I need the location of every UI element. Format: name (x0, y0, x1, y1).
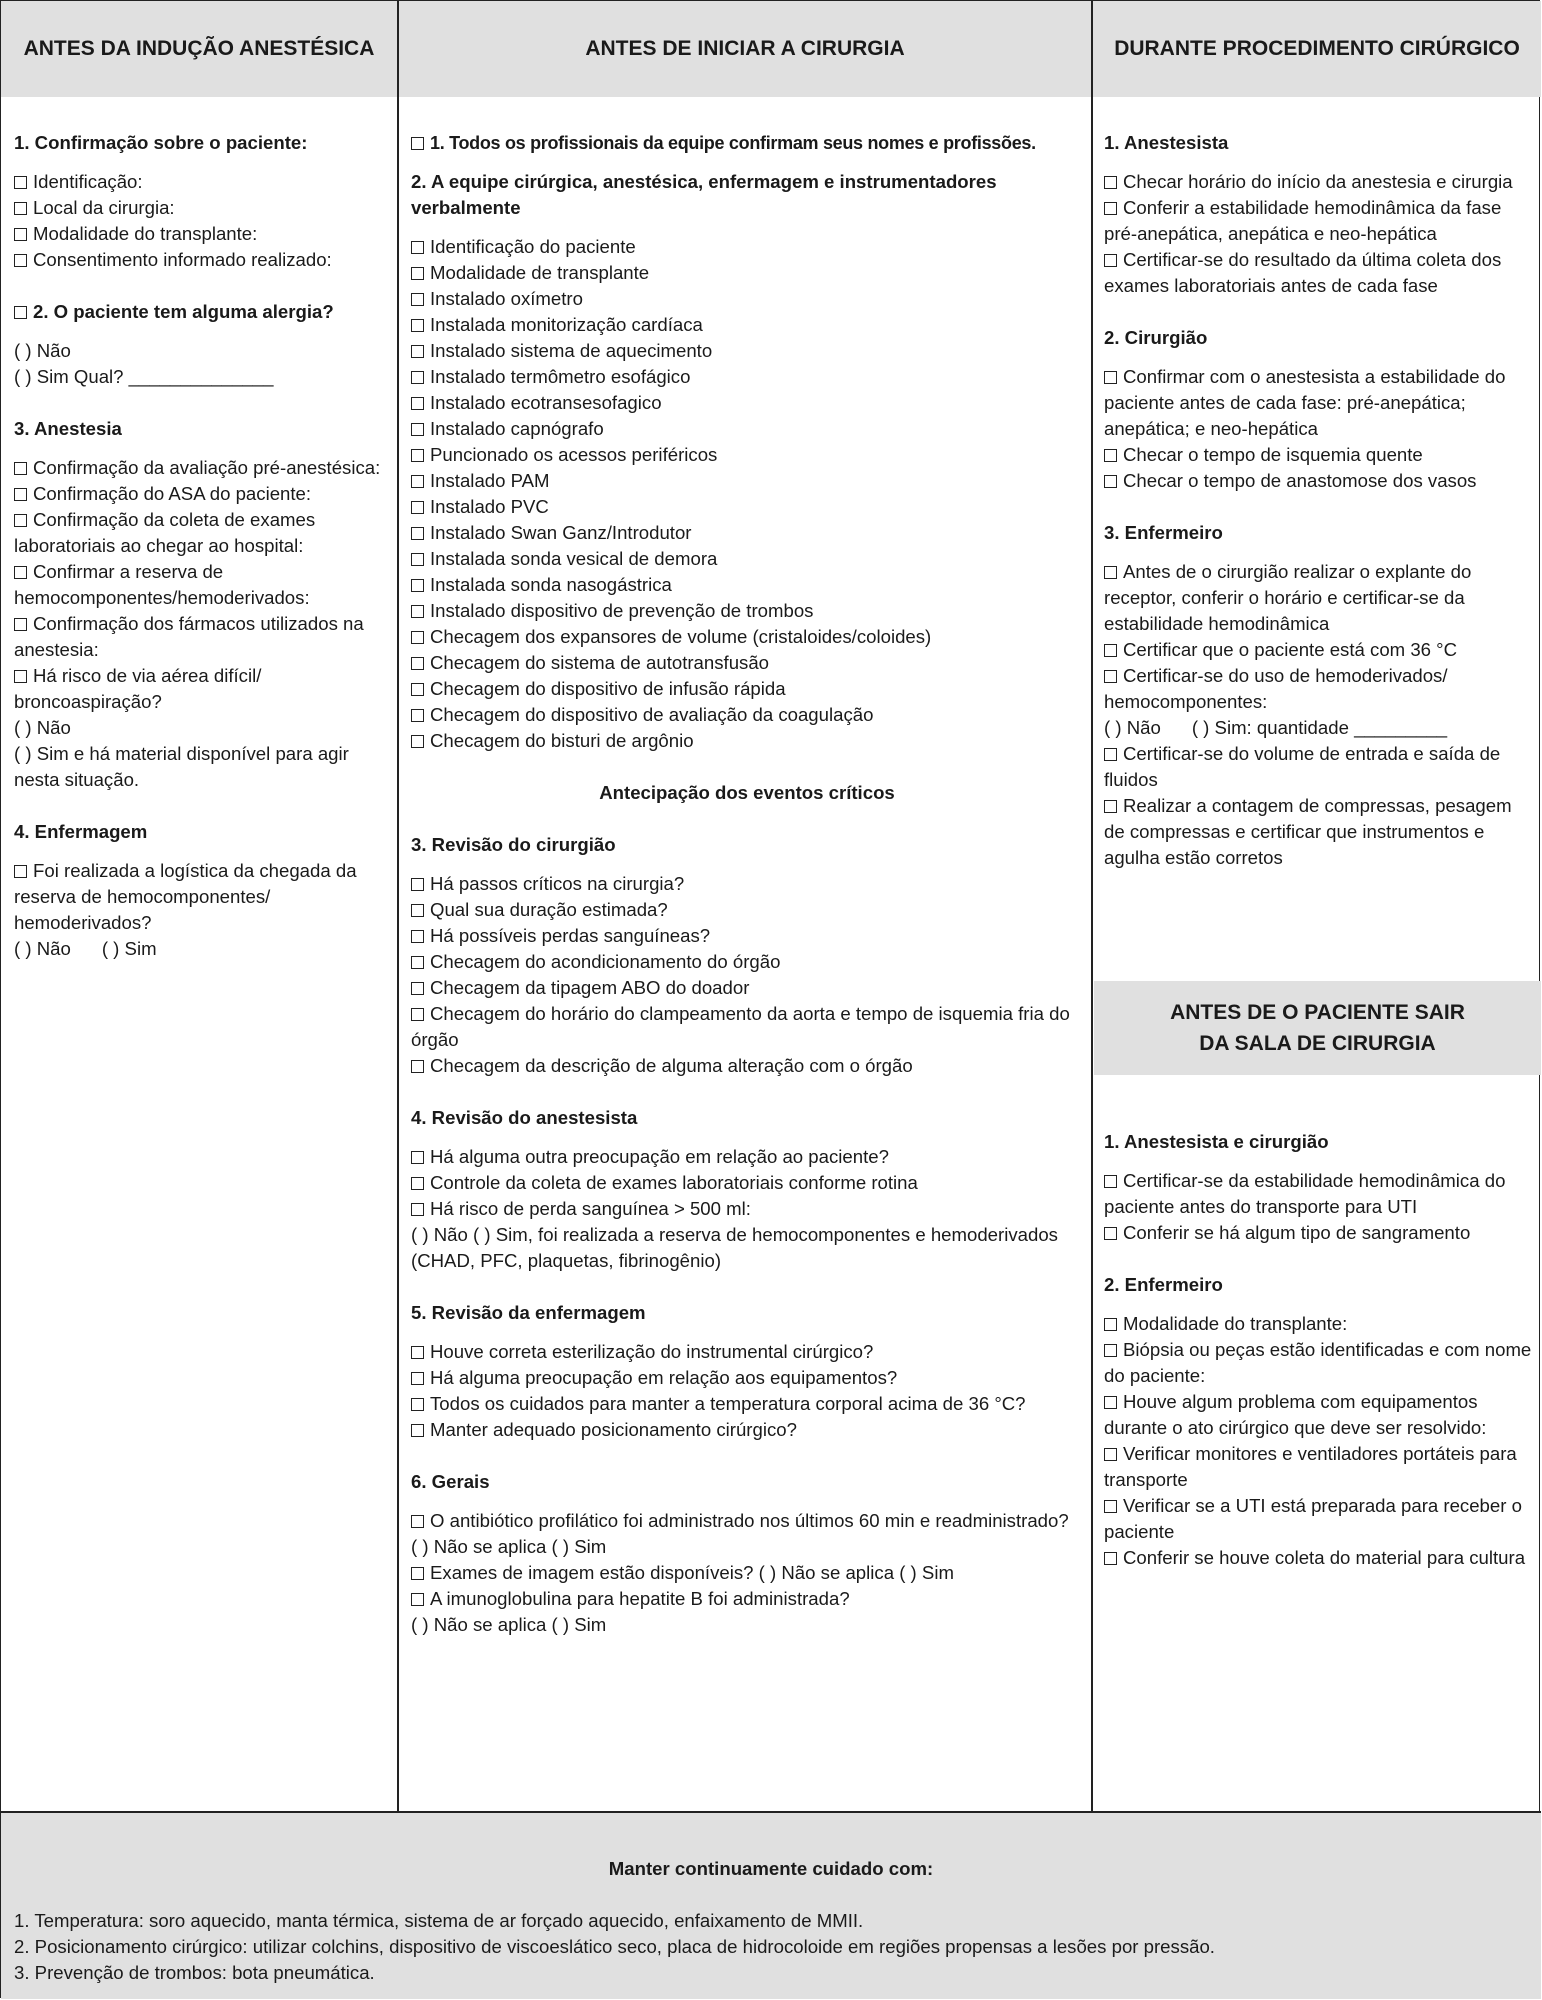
checklist-item[interactable] (411, 494, 1083, 520)
checkbox-icon[interactable] (1104, 176, 1117, 189)
checklist-item-label: Checar horário do início da anestesia e cirurgia (1123, 171, 1513, 192)
checklist-item[interactable] (411, 975, 1083, 1001)
option-yes[interactable]: ( ) Sim Qual? ______________ (14, 366, 274, 387)
checkbox-icon[interactable] (14, 202, 27, 215)
checklist-item-label: Checagem do acondicionamento do órgão (430, 951, 781, 972)
checklist-item-label: Checar o tempo de isquemia quente (1123, 444, 1423, 465)
checklist-item[interactable] (411, 1417, 1083, 1443)
section-title: 5. Revisão da enfermagem (411, 1302, 646, 1323)
checklist-item[interactable]: O antibiótico profilático foi administrado nos últimos 60 min e readministrado? (411, 1508, 1083, 1534)
checkbox-icon[interactable] (411, 1177, 424, 1190)
checkbox-icon[interactable] (411, 904, 424, 917)
checkbox-icon[interactable] (411, 1372, 424, 1385)
checklist-item[interactable] (1104, 1311, 1532, 1337)
checklist-item-label: Instalado capnógrafo (430, 418, 604, 439)
checklist-item-label: Instalada sonda vesical de demora (430, 548, 718, 569)
checkbox-icon[interactable] (411, 1567, 424, 1580)
checkbox-icon[interactable] (411, 1398, 424, 1411)
checklist-item[interactable] (1104, 1168, 1532, 1220)
checklist-item-label: Conferir se houve coleta do material para cultura (1123, 1547, 1526, 1568)
checklist-item[interactable] (411, 702, 1083, 728)
checkbox-icon[interactable] (14, 618, 27, 631)
checkbox-icon[interactable] (1104, 1227, 1117, 1240)
checklist-item[interactable] (1104, 1220, 1532, 1246)
checklist-item[interactable]: Antes de o cirurgião realizar o explante do receptor, conferir o horário e certificar-se da estabilidade hemodinâmica (1104, 561, 1472, 634)
checkbox-icon[interactable] (411, 709, 424, 722)
checkbox-icon[interactable] (1104, 1500, 1117, 1513)
checkbox-icon[interactable] (411, 1515, 424, 1528)
checklist-item[interactable] (411, 897, 1083, 923)
checklist-group (1104, 1311, 1532, 1571)
checkbox-icon[interactable] (411, 319, 424, 332)
column-divider-1 (397, 1, 399, 1813)
checklist-item-label: Instalado dispositivo de prevenção de trombos (430, 600, 814, 621)
checkbox-icon[interactable] (411, 241, 424, 254)
footer-item: 2. Posicionamento cirúrgico: utilizar colchins, dispositivo de viscoeslático seco, placa de hidrocoloide em regiões propensas a lesões por pressão. (14, 1936, 1215, 1957)
checklist-item[interactable] (1104, 1441, 1532, 1493)
checkbox-icon[interactable] (411, 345, 424, 358)
checklist-item[interactable]: 1. Todos os profissionais da equipe confirmam seus nomes e profissões. (411, 130, 1083, 156)
column-before-leaving-room (1104, 1129, 1532, 1571)
section-title: 4. Revisão do anestesista (411, 1107, 638, 1128)
checklist-item[interactable] (411, 442, 1083, 468)
checklist-item[interactable] (411, 650, 1083, 676)
checklist-item-label: Verificar se a UTI está preparada para receber o paciente (1104, 1495, 1522, 1542)
subheading-anticipation: Antecipação dos eventos críticos (599, 782, 895, 803)
checklist-item[interactable] (1104, 442, 1532, 468)
checkbox-icon[interactable] (411, 1593, 424, 1606)
checklist-item[interactable]: Modalidade do transplante: (14, 221, 386, 247)
checkbox-icon[interactable] (411, 475, 424, 488)
section-title: 3. Anestesia (14, 418, 122, 439)
checklist-item[interactable] (1104, 364, 1532, 442)
checklist-item-label: Houve correta esterilização do instrumental cirúrgico? (430, 1341, 874, 1362)
checklist-item[interactable] (411, 468, 1083, 494)
checklist-item-label: Modalidade de transplante (430, 262, 650, 283)
checklist-item-label: Puncionado os acessos periféricos (430, 444, 718, 465)
checkbox-icon[interactable] (1104, 800, 1117, 813)
section-title: 2. Enfermeiro (1104, 1274, 1223, 1295)
checklist-item[interactable] (411, 546, 1083, 572)
checklist-item[interactable] (411, 923, 1083, 949)
checklist-item[interactable] (411, 598, 1083, 624)
checklist-item-label: Todos os cuidados para manter a temperatura corporal acima de 36 °C? (430, 1393, 1026, 1414)
header-line-1: ANTES DE O PACIENTE SAIR (1170, 1001, 1465, 1024)
checklist-item-label: Checagem do bisturi de argônio (430, 730, 694, 751)
checklist-item[interactable] (411, 234, 1083, 260)
checklist-item-label: Instalada sonda nasogástrica (430, 574, 672, 595)
section-title: 3. Revisão do cirurgião (411, 834, 616, 855)
checkbox-icon[interactable] (1104, 475, 1117, 488)
checkbox-icon[interactable] (1104, 644, 1117, 657)
checklist-group (411, 1339, 1083, 1443)
checklist-item-label: Qual sua duração estimada? (430, 899, 668, 920)
checkbox-icon[interactable] (14, 488, 27, 501)
checkbox-icon[interactable] (411, 397, 424, 410)
checklist-item[interactable]: Há alguma outra preocupação em relação ao paciente? (411, 1144, 1083, 1170)
checkbox-icon[interactable] (1104, 202, 1117, 215)
checklist-item-label: Biópsia ou peças estão identificadas e com nome do paciente: (1104, 1339, 1532, 1386)
checklist-item[interactable] (411, 416, 1083, 442)
header-before-leaving-room (1094, 981, 1541, 1075)
checklist-item[interactable] (411, 728, 1083, 754)
checklist-item[interactable]: Foi realizada a logística da chegada da reserva de hemocomponentes/ hemoderivados? (14, 860, 357, 933)
checklist-item[interactable] (1104, 1337, 1532, 1389)
checkbox-icon[interactable] (411, 579, 424, 592)
section-title: 2. Cirurgião (1104, 327, 1208, 348)
column-before-induction (14, 130, 386, 962)
footer-continuous-care (1, 1813, 1541, 1999)
header-during-procedure: DURANTE PROCEDIMENTO CIRÚRGICO (1093, 1, 1541, 97)
checklist-item[interactable] (411, 676, 1083, 702)
checklist-group (1104, 169, 1532, 299)
checklist-item[interactable] (1104, 468, 1532, 494)
section-title: 2. A equipe cirúrgica, anestésica, enfermagem e instrumentadores verbalmente (411, 171, 997, 218)
checklist-item[interactable]: Local da cirurgia: (14, 195, 386, 221)
checkbox-icon[interactable] (14, 306, 27, 319)
checkbox-icon[interactable] (411, 1346, 424, 1359)
option-yes[interactable]: ( ) Sim e há material disponível para agir nesta situação. (14, 743, 349, 790)
checklist-item-label: Checagem dos expansores de volume (cristaloides/coloides) (430, 626, 932, 647)
checklist-item[interactable]: Confirmação da avaliação pré-anestésica: (14, 455, 386, 481)
option-group[interactable]: ( ) Não ( ) Sim (14, 938, 157, 959)
column-before-surgery (411, 130, 1083, 1638)
checklist-item-label: Houve algum problema com equipamentos durante o ato cirúrgico que deve ser resolvido: (1104, 1391, 1487, 1438)
checkbox-icon[interactable] (1104, 1175, 1117, 1188)
option-group[interactable]: ( ) Não ( ) Sim: quantidade _________ (1104, 717, 1448, 738)
checkbox-icon[interactable] (1104, 1318, 1117, 1331)
checklist-item[interactable]: Há risco de via aérea difícil/ broncoaspiração? (14, 665, 262, 712)
checkbox-icon[interactable] (14, 228, 27, 241)
checklist-item[interactable] (411, 949, 1083, 975)
checkbox-icon[interactable] (1104, 670, 1117, 683)
checklist-item[interactable] (1104, 1545, 1532, 1571)
checklist-item[interactable]: Confirmação da coleta de exames laboratoriais ao chegar ao hospital: (14, 509, 316, 556)
checklist-item[interactable]: Certificar que o paciente está com 36 °C (1104, 637, 1532, 663)
checkbox-icon[interactable] (1104, 1448, 1117, 1461)
checkbox-icon[interactable] (14, 176, 27, 189)
checklist-item[interactable] (411, 1391, 1083, 1417)
checklist-item[interactable]: Identificação: (14, 169, 386, 195)
checkbox-icon[interactable] (411, 501, 424, 514)
header-before-induction: ANTES DA INDUÇÃO ANESTÉSICA (1, 1, 397, 97)
checklist-item[interactable] (411, 572, 1083, 598)
option-group[interactable]: ( ) Não ( ) Sim, foi realizada a reserva de hemocomponentes e hemoderivados (CHAD, PFC, plaquetas, fibrinogênio) (411, 1224, 1058, 1271)
section-title: 1. Confirmação sobre o paciente: (14, 132, 308, 153)
checklist-item[interactable] (411, 364, 1083, 390)
checklist-item[interactable] (411, 871, 1083, 897)
checklist-group (411, 871, 1083, 1079)
checklist-item-label: Instalada monitorização cardíaca (430, 314, 703, 335)
checklist-item[interactable]: Confirmação do ASA do paciente: (14, 481, 386, 507)
checkbox-icon[interactable] (14, 670, 27, 683)
checklist-item-label: Confirmar com o anestesista a estabilidade do paciente antes de cada fase: pré-anepática; anepática; e neo-hepática (1104, 366, 1506, 439)
checkbox-icon[interactable] (411, 423, 424, 436)
checklist-item-label: Conferir a estabilidade hemodinâmica da fase pré-anepática, anepática e neo-hepática (1104, 197, 1502, 244)
checkbox-icon[interactable] (411, 930, 424, 943)
checklist-item-label: Checagem da tipagem ABO do doador (430, 977, 750, 998)
checkbox-icon[interactable] (411, 449, 424, 462)
checklist-item[interactable] (411, 260, 1083, 286)
checkbox-icon[interactable] (411, 371, 424, 384)
checklist-item[interactable]: A imunoglobulina para hepatite B foi administrada? (411, 1586, 1083, 1612)
checklist-item[interactable] (411, 520, 1083, 546)
checkbox-icon[interactable] (1104, 1396, 1117, 1409)
checklist-item-label: Instalado ecotransesofagico (430, 392, 662, 413)
checkbox-icon[interactable] (411, 1008, 424, 1021)
checklist-group (1104, 364, 1532, 494)
checkbox-icon[interactable] (411, 605, 424, 618)
checklist-item-label: Manter adequado posicionamento cirúrgico? (430, 1419, 797, 1440)
checkbox-icon[interactable] (14, 462, 27, 475)
checklist-item-label: Certificar-se do resultado da última coleta dos exames laboratoriais antes de cada fase (1104, 249, 1502, 296)
checkbox-icon[interactable] (411, 631, 424, 644)
checklist-item[interactable]: Certificar-se do volume de entrada e saída de fluidos (1104, 743, 1501, 790)
checklist-item-label: Há alguma preocupação em relação aos equipamentos? (430, 1367, 898, 1388)
checklist-item[interactable]: Certificar-se do uso de hemoderivados/ hemocomponentes: (1104, 665, 1448, 712)
section-title: 3. Enfermeiro (1104, 522, 1223, 543)
checklist-item[interactable] (411, 1339, 1083, 1365)
checklist-item-label: Certificar-se da estabilidade hemodinâmica do paciente antes do transporte para UTI (1104, 1170, 1506, 1217)
checklist-item[interactable] (411, 286, 1083, 312)
checklist-item[interactable] (1104, 195, 1532, 247)
option-no[interactable]: ( ) Não (14, 717, 71, 738)
checklist-item[interactable]: Confirmação dos fármacos utilizados na anestesia: (14, 613, 364, 660)
checklist-item-label: Instalado sistema de aquecimento (430, 340, 713, 361)
checklist-item[interactable]: Há risco de perda sanguínea > 500 ml: (411, 1196, 1083, 1222)
section-title: 1. Anestesista e cirurgião (1104, 1131, 1329, 1152)
checklist-item[interactable]: Realizar a contagem de compressas, pesagem de compressas e certificar que instrumentos e agulha estão corretos (1104, 795, 1512, 868)
checkbox-icon[interactable] (1104, 1552, 1117, 1565)
checkbox-icon[interactable] (411, 683, 424, 696)
checklist-item[interactable] (411, 1001, 1083, 1053)
checkbox-icon[interactable] (14, 865, 27, 878)
checklist-item[interactable]: Exames de imagem estão disponíveis? ( ) Não se aplica ( ) Sim (411, 1560, 1083, 1586)
checklist-item[interactable] (1104, 1493, 1532, 1545)
checklist-item-label: Instalado termômetro esofágico (430, 366, 691, 387)
checklist-item[interactable]: Controle da coleta de exames laboratoriais conforme rotina (411, 1170, 1083, 1196)
checklist-item[interactable] (411, 1053, 1083, 1079)
footer-item: 3. Prevenção de trombos: bota pneumática. (14, 1962, 375, 1983)
checklist-item[interactable] (1104, 247, 1532, 299)
checklist-item-label: Verificar monitores e ventiladores portáteis para transporte (1104, 1443, 1517, 1490)
checklist-item-label: Identificação do paciente (430, 236, 636, 257)
checkbox-icon[interactable] (1104, 254, 1117, 267)
footer-list (14, 1908, 1524, 1986)
option-group[interactable]: ( ) Não se aplica ( ) Sim (411, 1536, 607, 1557)
option-no[interactable]: ( ) Não (14, 340, 71, 361)
checkbox-icon[interactable] (14, 514, 27, 527)
column-during-procedure (1104, 130, 1532, 871)
section-title: 4. Enfermagem (14, 821, 148, 842)
checkbox-icon[interactable] (411, 553, 424, 566)
checklist-item-label: Instalado PAM (430, 470, 550, 491)
checklist-item-label: Há possíveis perdas sanguíneas? (430, 925, 711, 946)
checklist-item[interactable] (1104, 1389, 1532, 1441)
checkbox-icon[interactable] (411, 657, 424, 670)
checklist-item-label: Há passos críticos na cirurgia? (430, 873, 685, 894)
checkbox-icon[interactable] (1104, 748, 1117, 761)
checkbox-icon[interactable] (411, 735, 424, 748)
checklist-group (1104, 1168, 1532, 1246)
checklist-item[interactable] (411, 1365, 1083, 1391)
checkbox-icon[interactable] (411, 267, 424, 280)
checklist-item[interactable] (411, 338, 1083, 364)
section-title: 1. Anestesista (1104, 132, 1229, 153)
checkbox-icon[interactable] (14, 566, 27, 579)
checkbox-icon[interactable] (411, 956, 424, 969)
checkbox-icon[interactable] (411, 1424, 424, 1437)
checklist-item[interactable] (1104, 169, 1532, 195)
checklist-item[interactable]: 2. O paciente tem alguma alergia? (14, 299, 386, 325)
header-before-surgery: ANTES DE INICIAR A CIRURGIA (399, 1, 1091, 97)
option-group[interactable]: ( ) Não se aplica ( ) Sim (411, 1614, 607, 1635)
checkbox-icon[interactable] (1104, 566, 1117, 579)
checklist-item-label: Modalidade do transplante: (1123, 1313, 1348, 1334)
checkbox-icon[interactable] (411, 982, 424, 995)
checkbox-icon[interactable] (411, 137, 424, 150)
checklist-item-label: Checagem da descrição de alguma alteração com o órgão (430, 1055, 913, 1076)
checkbox-icon[interactable] (411, 878, 424, 891)
checklist-item-label: Instalado PVC (430, 496, 549, 517)
section-title: 6. Gerais (411, 1471, 490, 1492)
footer-item: 1. Temperatura: soro aquecido, manta térmica, sistema de ar forçado aquecido, enfaixamento de MMII. (14, 1910, 864, 1931)
checkbox-icon[interactable] (14, 254, 27, 267)
checklist-item[interactable] (411, 624, 1083, 650)
checklist-item-label: Instalado oxímetro (430, 288, 583, 309)
checklist-item-label: Instalado Swan Ganz/Introdutor (430, 522, 692, 543)
checkbox-icon[interactable] (1104, 1344, 1117, 1357)
checkbox-icon[interactable] (411, 1151, 424, 1164)
checklist-item-label: Checagem do sistema de autotransfusão (430, 652, 770, 673)
footer-title: Manter continuamente cuidado com: (608, 1858, 934, 1879)
checklist-item[interactable] (411, 312, 1083, 338)
checklist-item-label: Checar o tempo de anastomose dos vasos (1123, 470, 1477, 491)
column-divider-2 (1091, 1, 1093, 1813)
checkbox-icon[interactable] (1104, 449, 1117, 462)
checkbox-icon[interactable] (411, 293, 424, 306)
checkbox-icon[interactable] (411, 1203, 424, 1216)
checkbox-icon[interactable] (411, 527, 424, 540)
checklist-item-label: Checagem do horário do clampeamento da aorta e tempo de isquemia fria do órgão (411, 1003, 1070, 1050)
checklist-item[interactable]: Consentimento informado realizado: (14, 247, 386, 273)
checkbox-icon[interactable] (411, 1060, 424, 1073)
checklist-item-label: Checagem do dispositivo de infusão rápida (430, 678, 786, 699)
checklist-item-label: Checagem do dispositivo de avaliação da coagulação (430, 704, 874, 725)
checklist-item[interactable] (411, 390, 1083, 416)
checklist-item-label: Conferir se há algum tipo de sangramento (1123, 1222, 1471, 1243)
checkbox-icon[interactable] (1104, 371, 1117, 384)
checklist-group (411, 234, 1083, 754)
header-line-2: DA SALA DE CIRURGIA (1199, 1032, 1436, 1055)
checklist-item[interactable]: Confirmar a reserva de hemocomponentes/hemoderivados: (14, 561, 310, 608)
